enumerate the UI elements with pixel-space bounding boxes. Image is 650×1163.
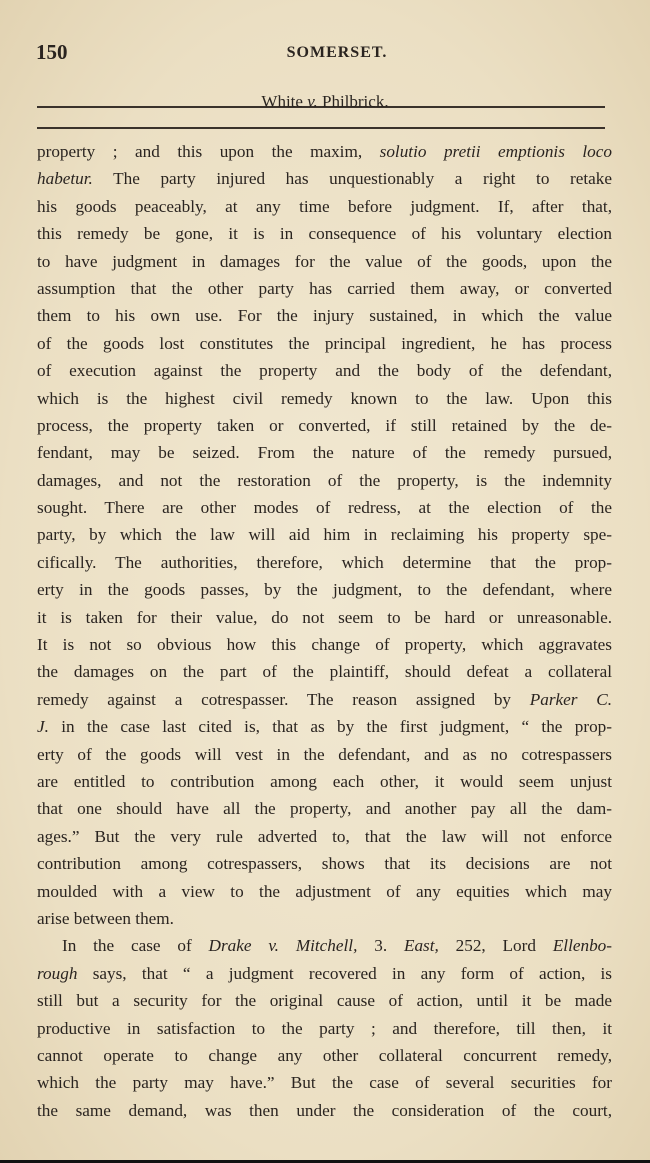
- text-line: [37, 713, 612, 740]
- text-line: [37, 549, 612, 576]
- text-segment: remedy against a cotrespasser. The reason assigned by: [37, 689, 530, 709]
- text-segment: productive in satisfaction to the party ; and therefore, till then, it: [37, 1018, 612, 1038]
- case-title-versus: v.: [307, 92, 318, 111]
- text-line: [37, 905, 612, 932]
- text-line: [37, 576, 612, 603]
- italic-text: Ellenbo-: [552, 936, 612, 956]
- text-segment: moulded with a view to the adjustment of any equities which may: [37, 881, 612, 901]
- text-line: [37, 330, 612, 357]
- text-segment: are entitled to contribution among each other, it would seem unjust: [37, 771, 612, 791]
- body-text: [37, 138, 612, 1124]
- text-segment: still but a security for the original cause of action, until it be made: [37, 991, 612, 1011]
- text-segment: which the party may have.” But the case of several securities for: [37, 1073, 612, 1093]
- text-segment: erty of the goods will vest in the defendant, and as no cotrespassers: [37, 744, 612, 764]
- case-title-plaintiff: White: [261, 92, 308, 111]
- text-line: [37, 604, 612, 631]
- text-segment: the same demand, was then under the consideration of the court,: [37, 1100, 612, 1120]
- text-segment: in the case last cited is, that as by the first judgment, “ the prop-: [48, 717, 612, 737]
- text-segment: his goods peaceably, at any time before judgment. If, after that,: [37, 196, 612, 216]
- text-segment: 3.: [357, 936, 404, 956]
- text-segment: sought. There are other modes of redress, at the election of the: [37, 498, 612, 518]
- text-line: [37, 1097, 612, 1124]
- running-title: SOMERSET.: [286, 44, 388, 61]
- text-segment: which is the highest civil remedy known to the law. Upon this: [37, 388, 612, 408]
- text-line: [37, 521, 612, 548]
- text-segment: of the goods lost constitutes the principal ingredient, he has process: [37, 333, 612, 353]
- text-line: [37, 795, 612, 822]
- text-line: [37, 850, 612, 877]
- page-number: 150: [36, 40, 68, 64]
- text-segment: erty in the goods passes, by the judgment, to the defendant, where: [37, 580, 612, 600]
- italic-text: East,: [403, 936, 439, 956]
- text-segment: property ; and this upon the maxim,: [37, 142, 380, 161]
- text-segment: this remedy be gone, it is in consequence of his voluntary election: [37, 224, 612, 244]
- text-line: [37, 878, 612, 905]
- case-title-defendant: Philbrick.: [317, 92, 389, 111]
- text-segment: of execution against the property and the body of the defendant,: [37, 361, 612, 381]
- text-segment: arise between them.: [37, 908, 174, 928]
- text-line: [37, 193, 612, 220]
- text-line: [37, 302, 612, 329]
- text-line: [37, 138, 612, 165]
- text-line: [37, 412, 612, 439]
- text-line: [37, 1069, 612, 1096]
- text-segment: cannot operate to change any other collateral concurrent remedy,: [37, 1045, 612, 1065]
- text-segment: says, that “ a judgment recovered in any form of action, is: [77, 963, 612, 983]
- text-line: [37, 768, 612, 795]
- text-segment: It is not so obvious how this change of property, which aggravates: [37, 635, 612, 655]
- text-segment: process, the property taken or converted, if still retained by the de-: [37, 415, 612, 435]
- text-line: [37, 275, 612, 302]
- text-line: [37, 439, 612, 466]
- text-line: [37, 741, 612, 768]
- text-line: [37, 631, 612, 658]
- italic-text: rough: [37, 963, 78, 983]
- italic-text: Drake v. Mitchell,: [208, 936, 358, 956]
- text-line: [37, 932, 612, 959]
- text-segment: 252, Lord: [438, 936, 553, 956]
- italic-text: solutio pretii emptionis loco: [379, 142, 612, 161]
- text-segment: it is taken for their value, do not seem to be hard or unreasonable.: [37, 607, 612, 627]
- text-line: [37, 987, 612, 1014]
- case-title: [0, 92, 650, 112]
- text-line: [37, 1042, 612, 1069]
- italic-text: habetur.: [37, 169, 93, 189]
- italic-text: J.: [37, 717, 49, 737]
- text-segment: The party injured has unquestionably a right to retake: [92, 169, 612, 189]
- text-line: [37, 658, 612, 685]
- italic-text: Parker C.: [529, 689, 612, 709]
- text-segment: that one should have all the property, and another pay all the dam-: [37, 799, 612, 819]
- text-line: [37, 385, 612, 412]
- text-line: [37, 357, 612, 384]
- text-line: [37, 220, 612, 247]
- text-segment: ages.” But the very rule adverted to, that the law will not enforce: [37, 826, 612, 846]
- text-segment: cifically. The authorities, therefore, which determine that the prop-: [37, 552, 612, 572]
- text-segment: In the case of: [62, 936, 209, 956]
- bottom-rule: [37, 127, 605, 129]
- text-segment: party, by which the law will aid him in reclaiming his property spe-: [37, 525, 612, 545]
- text-line: [37, 686, 612, 713]
- text-line: [37, 467, 612, 494]
- text-line: [37, 823, 612, 850]
- text-segment: contribution among cotrespassers, shows that its decisions are not: [37, 854, 612, 874]
- text-segment: them to his own use. For the injury sustained, in which the value: [37, 306, 612, 326]
- text-segment: the damages on the part of the plaintiff, should defeat a collateral: [37, 662, 612, 682]
- text-segment: fendant, may be seized. From the nature of the remedy pursued,: [37, 443, 612, 463]
- text-line: [37, 248, 612, 275]
- text-line: [37, 1015, 612, 1042]
- text-line: [37, 165, 612, 192]
- text-segment: damages, and not the restoration of the property, is the indemnity: [37, 470, 612, 490]
- text-line: [37, 960, 612, 987]
- text-segment: to have judgment in damages for the value of the goods, upon the: [37, 251, 612, 271]
- text-line: [37, 494, 612, 521]
- text-segment: assumption that the other party has carried them away, or converted: [37, 278, 612, 298]
